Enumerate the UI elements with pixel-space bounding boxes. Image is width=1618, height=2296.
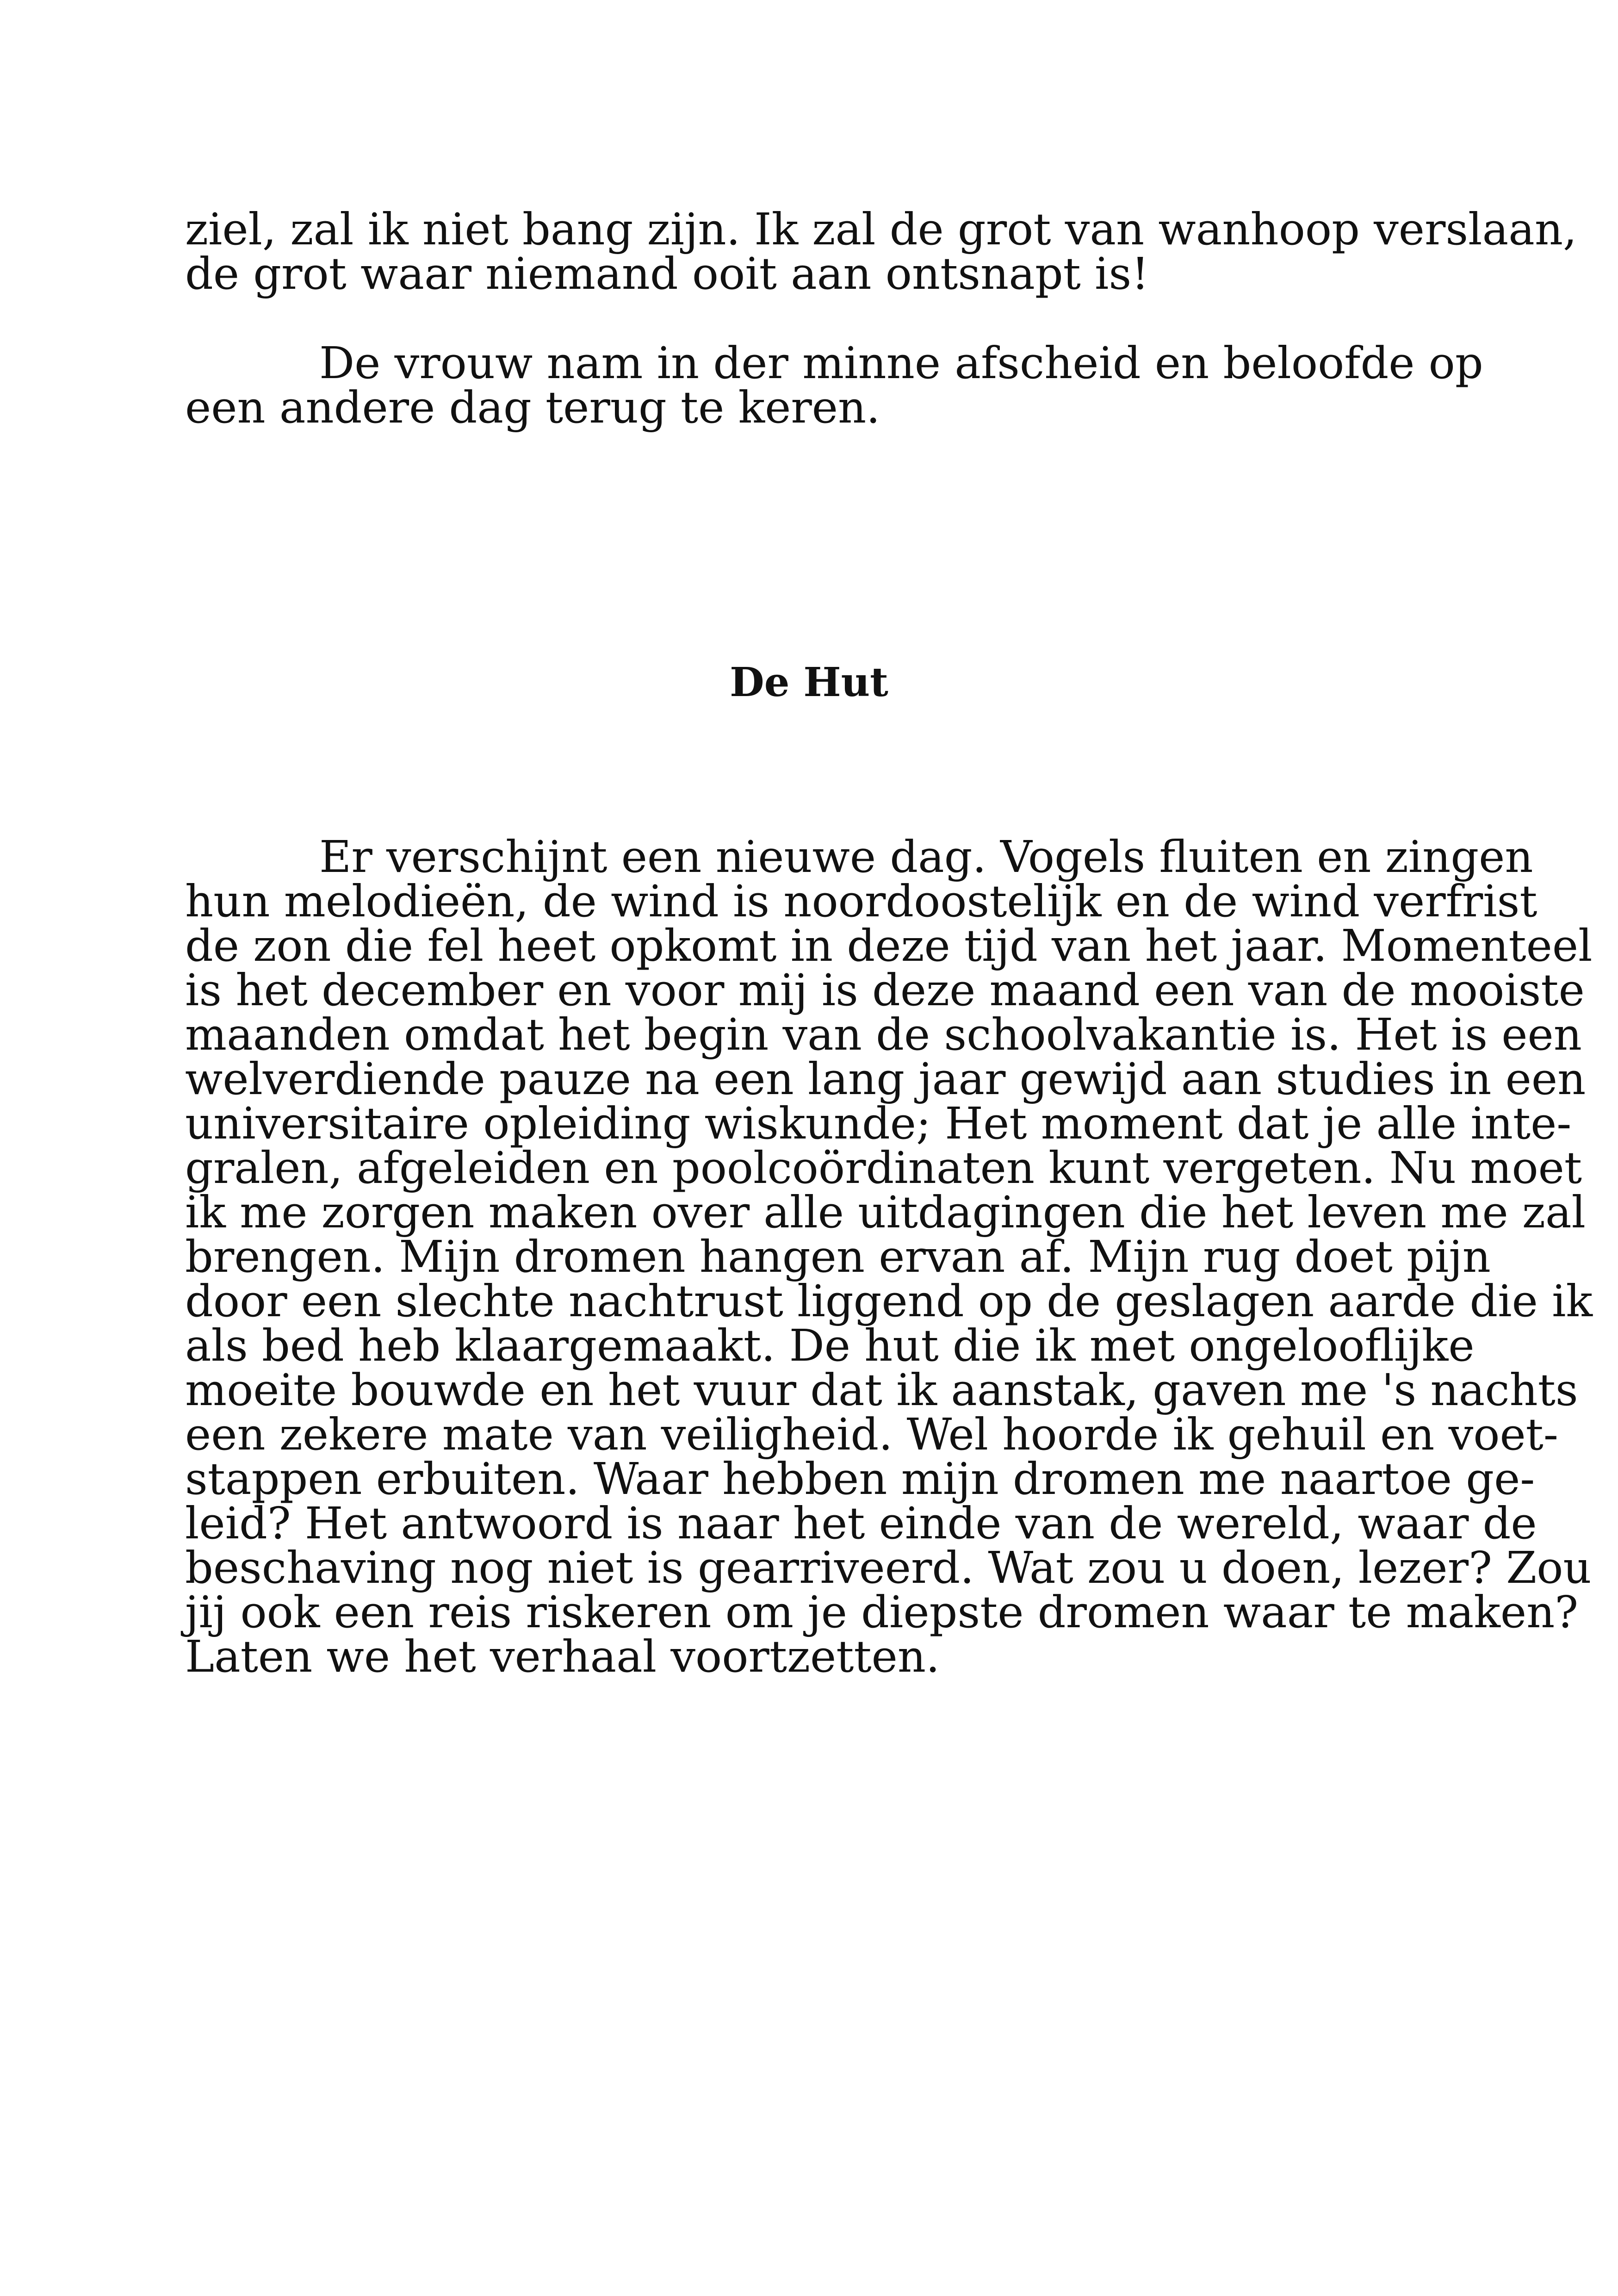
text-line: moeite bouwde en het vuur dat ik aanstak, gaven me 's nachts [185, 1365, 1578, 1416]
text-line: maanden omdat het begin van de schoolvakantie is. Het is een [185, 1009, 1582, 1060]
text-line: jij ook een reis riskeren om je diepste dromen waar te maken? [185, 1587, 1579, 1638]
text-line: de grot waar niemand ooit aan ontsnapt is! [185, 249, 1149, 299]
text-line: is het december en voor mij is deze maand een van de mooiste [185, 965, 1585, 1016]
farewell-paragraph [185, 338, 1483, 433]
text-line: een zekere mate van veiligheid. Wel hoorde ik gehuil en voet- [185, 1409, 1558, 1460]
text-line: de zon die fel heet opkomt in deze tijd van het jaar. Momenteel [185, 921, 1593, 971]
text-line: door een slechte nachtrust liggend op de geslagen aarde die ik [185, 1276, 1593, 1327]
chapter-body [185, 832, 1593, 1682]
text-line: als bed heb klaargemaakt. De hut die ik met ongelooflijke [185, 1320, 1475, 1371]
text-line: ziel, zal ik niet bang zijn. Ik zal de grot van wanhoop verslaan, [185, 204, 1577, 255]
text-line: hun melodieën, de wind is noordoostelijk en de wind verfrist [185, 876, 1537, 927]
text-line: brengen. Mijn dromen hangen ervan af. Mijn rug doet pijn [185, 1232, 1491, 1282]
chapter-title: De Hut [730, 659, 888, 706]
text-line: welverdiende pauze na een lang jaar gewijd aan studies in een [185, 1054, 1586, 1105]
text-line: stappen erbuiten. Waar hebben mijn dromen me naartoe ge- [185, 1454, 1535, 1505]
text-line: leid? Het antwoord is naar het einde van de wereld, waar de [185, 1498, 1537, 1549]
text-line: universitaire opleiding wiskunde; Het moment dat je alle inte- [185, 1098, 1572, 1149]
text-line: gralen, afgeleiden en poolcoördinaten kunt vergeten. Nu moet [185, 1143, 1582, 1194]
text-line: ik me zorgen maken over alle uitdagingen die het leven me zal [185, 1187, 1586, 1238]
text-line: Laten we het verhaal voortzetten. [185, 1631, 940, 1682]
opening-paragraph [185, 204, 1577, 299]
text-line: een andere dag terug te keren. [185, 382, 880, 433]
text-line: Er verschijnt een nieuwe dag. Vogels fluiten en zingen [319, 832, 1533, 883]
text-line: beschaving nog niet is gearriveerd. Wat zou u doen, lezer? Zou [185, 1543, 1592, 1593]
text-line: De vrouw nam in der minne afscheid en beloofde op [319, 338, 1483, 389]
